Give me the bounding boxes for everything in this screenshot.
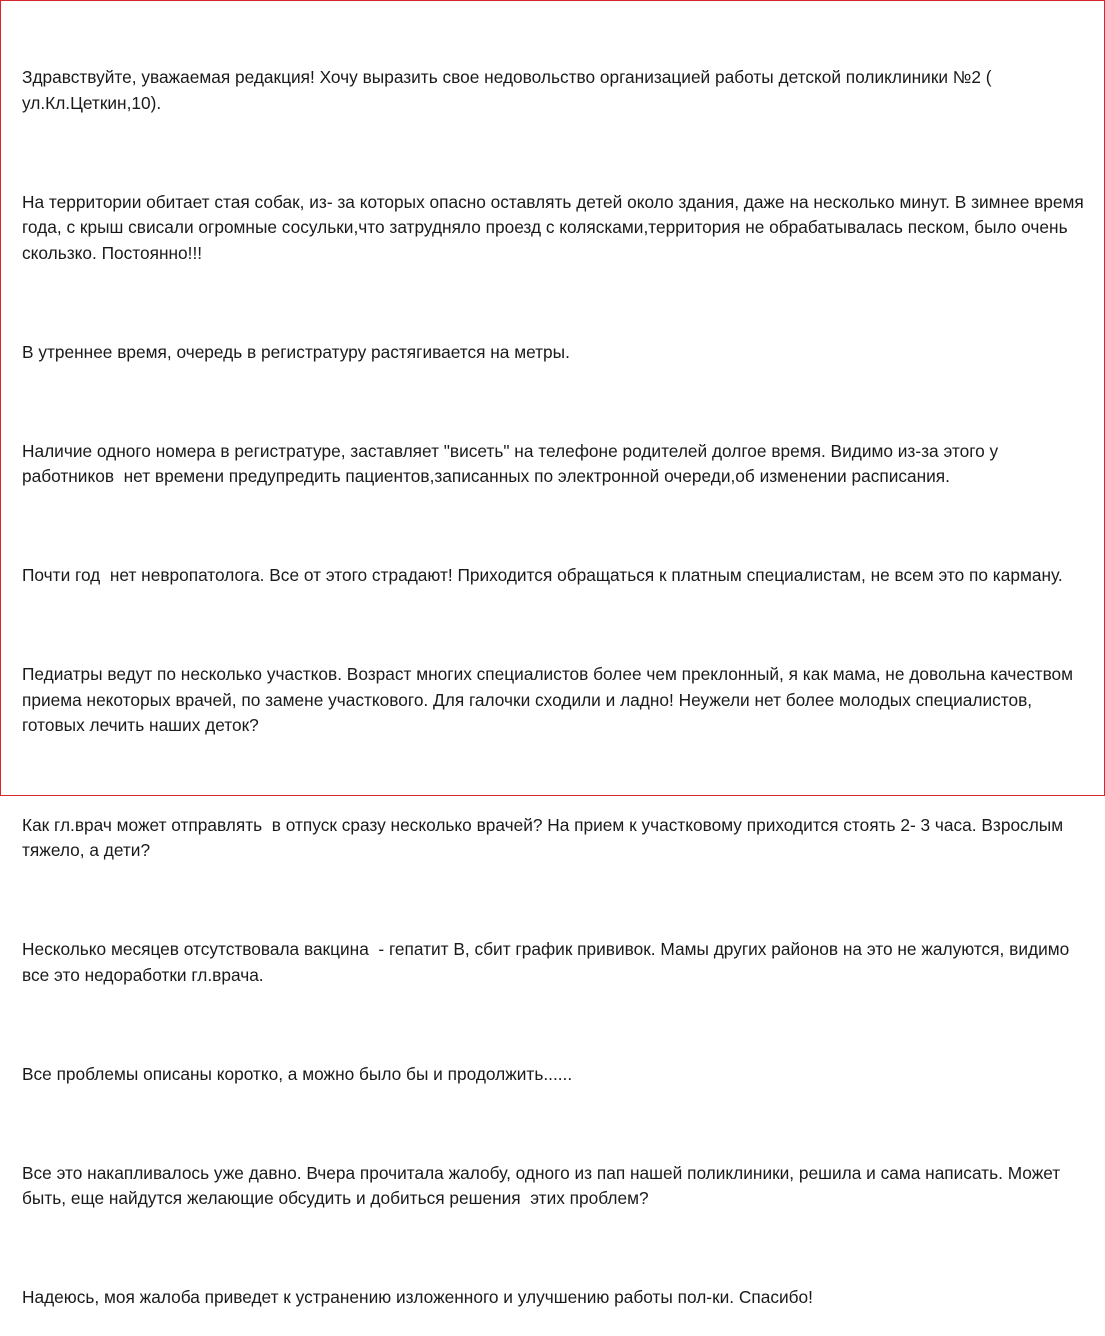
paragraph-territory: На территории обитает стая собак, из- за которых опасно оставлять детей около здания, даже на несколько минут. В зимнее время года, с крыш свисали огромные сосульки,что затрудняло проезд с колясками,территория не обрабатывалась песком, было очень скользко. Постоянно!!! [22, 191, 1089, 263]
paragraph-vacation: Как гл.врач может отправлять в отпуск сразу несколько врачей? На прием к участковому приходится стоять 2- 3 часа. Взрослым тяжело, а дети? [22, 814, 1068, 861]
complaint-letter [22, 14, 1088, 1336]
paragraph-closing: Надеюсь, моя жалоба приведет к устранению изложенного и улучшению работы пол-ки. Спасибо! [22, 1287, 813, 1308]
paragraph-summary: Все проблемы описаны коротко, а можно было бы и продолжить...... [22, 1063, 573, 1084]
paragraph-phone: Наличие одного номера в регистратуре, заставляет "висеть" на телефоне родителей долгое время. Видимо из-за этого у работников нет времени предупредить пациентов,записанных по электронной очереди,об изменении расписания. [22, 440, 1003, 487]
paragraph-queue: В утреннее время, очередь в регистратуру растягивается на метры. [22, 341, 570, 362]
paragraph-pediatricians: Педиатры ведут по несколько участков. Возраст многих специалистов более чем преклонный, я как мама, не довольна качеством приема некоторых врачей, по замене участкового. Для галочки сходили и ладно! Неужели нет более молодых специалистов, готовых лечить наших деток? [22, 664, 1078, 736]
paragraph-greeting: Здравствуйте, уважаемая редакция! Хочу выразить свое недовольство организацией работы детской поликлиники №2 ( ул.Кл.Цеткин,10). [22, 67, 997, 113]
paragraph-vaccine: Несколько месяцев отсутствовала вакцина - гепатит В, сбит график прививок. Мамы других районов на это не жалуются, видимо все это недоработки гл.врача. [22, 939, 1075, 985]
paragraph-accumulated: Все это накапливалось уже давно. Вчера прочитала жалобу, одного из пап нашей поликлиники, решила и сама написать. Может быть, еще найдутся желающие обсудить и добиться решения этих проблем? [22, 1162, 1066, 1209]
paragraph-neurologist: Почти год нет невропатолога. Все от этого страдают! Приходится обращаться к платным специалистам, не всем это по карману. [22, 565, 1063, 586]
